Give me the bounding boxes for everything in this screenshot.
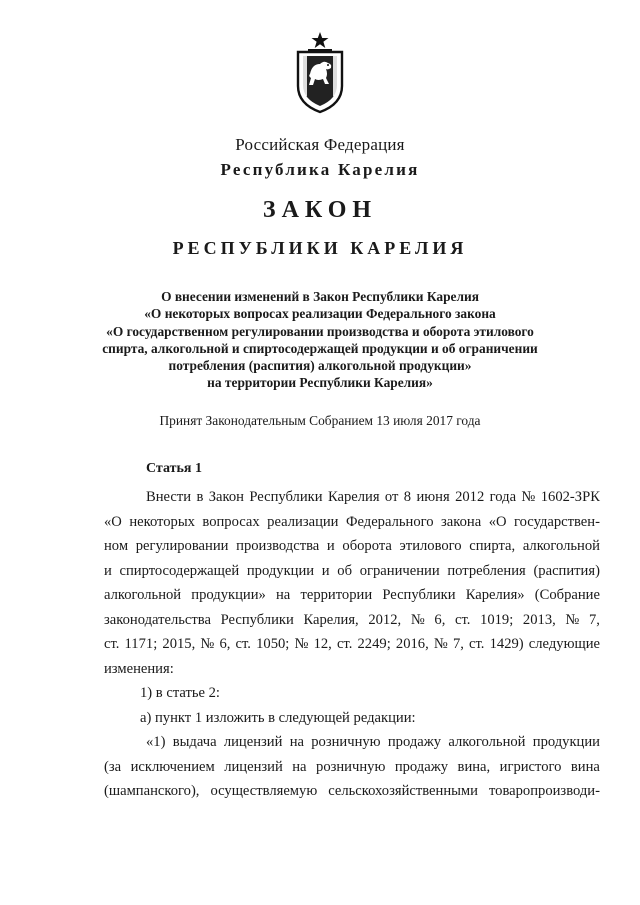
paragraph-line: ст. 1171; 2015, № 6, ст. 1050; № 12, ст. 2249; 2016, № 7, ст. 1429) следующие [104,636,600,652]
paragraph-line: и спиртосодержащей продукции и об ограничении потребления (распития) [104,562,600,579]
paragraph-line: алкогольной продукции» на территории Республики Карелия» (Собрание [104,587,600,603]
document-issuer: РЕСПУБЛИКИ КАРЕЛИЯ [172,238,468,258]
paragraph-line: законодательства Республики Карелия, 2012, № 6, ст. 1019; 2013, № 7, [104,611,600,628]
quote-line: «1) выдача лицензий на розничную продажу алкогольной продукции [146,734,600,750]
adoption-statement: Принят Законодательным Собранием 13 июля 2017 года [159,413,481,428]
law-title-line: потребления (распития) алкогольной продукции» [168,358,472,374]
quote-line: (шампанского), осуществляемую сельскохозяйственными товаропроизводи- [104,783,600,799]
law-title [96,288,544,392]
paragraph-line: «О некоторых вопросах реализации Федерального закона «О государствен- [104,513,600,530]
list-item: 1) в статье 2: [140,685,220,701]
country-name: Российская Федерация [235,135,405,154]
quote-line: (за исключением лицензий на розничную продажу вина, игристого вина [104,758,600,775]
law-title-line: О внесении изменений в Закон Республики Карелия [161,289,479,304]
law-title-line: спирта, алкогольной и спиртосодержащей продукции и об ограничении [102,340,538,356]
republic-name: Республика Карелия [220,160,420,179]
paragraph-line: Внести в Закон Республики Карелия от 8 июня 2012 года № 1602-ЗРК [146,489,600,505]
article-heading: Статья 1 [146,461,202,476]
law-title-line: «О некоторых вопросах реализации Федерального закона [144,306,496,322]
document-type: ЗАКОН [262,197,378,223]
paragraph-line: изменения: [104,660,174,677]
paragraph-line: ном регулировании производства и оборота этилового спирта, алкогольной [104,538,600,554]
law-title-line: «О государственном регулировании производства и оборота этилового [106,323,534,339]
article-body [104,485,600,804]
law-title-line: на территории Республики Карелия» [207,375,433,391]
list-item: а) пункт 1 изложить в следующей редакции: [140,709,416,726]
karelia-coat-of-arms-icon [290,30,350,114]
